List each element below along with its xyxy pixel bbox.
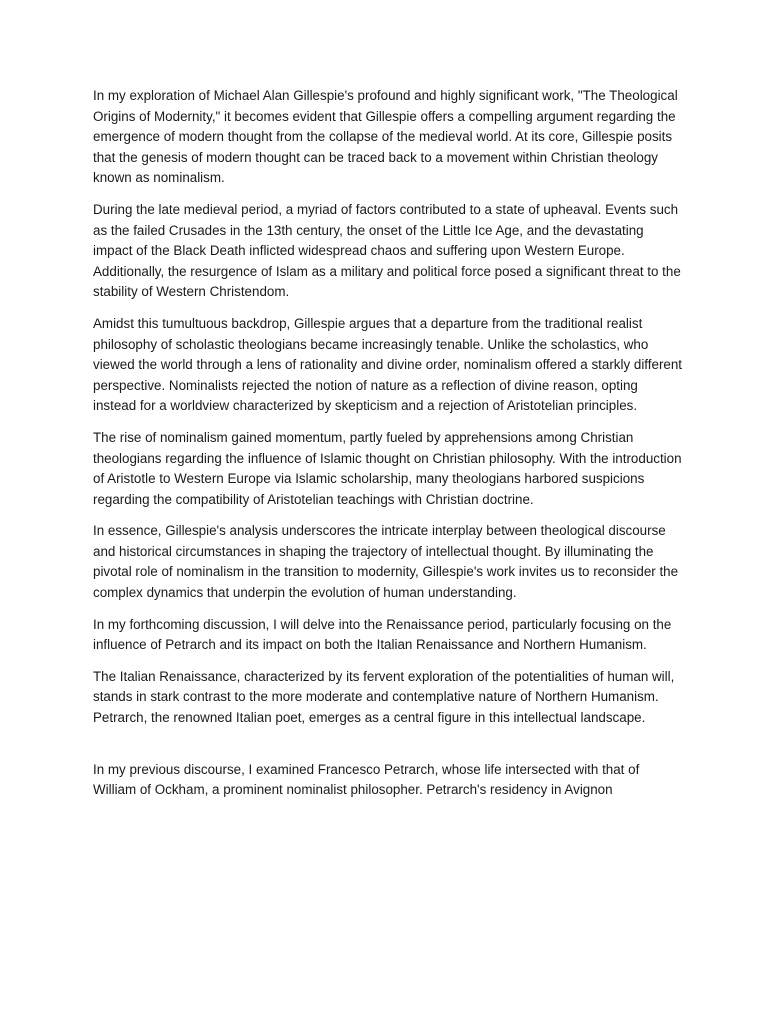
paragraph-nominalism-departure: Amidst this tumultuous backdrop, Gillespie argues that a departure from the traditional realist philosophy of scholastic theologians became increasingly tenable. Unlike the scholastics, who viewed the world through a lens of rationality and divine order, nominalism offered a starkly different perspective. Nominalists rejected the notion of nature as a reflection of divine reason, opting instead for a worldview characterized by skepticism and a rejection of Aristotelian principles. — [93, 315, 683, 414]
paragraph-late-medieval-upheaval: During the late medieval period, a myriad of factors contributed to a state of upheaval. Events such as the failed Crusades in the 13th century, the onset of the Little Ice Age, and the devastating impact of the Black Death inflicted widespread chaos and suffering upon Western Europe. Additionally, the resurgence of Islam as a military and political force posed a significant threat to the stability of Western Christendom. — [93, 201, 681, 300]
paragraph-forthcoming-discussion: In my forthcoming discussion, I will delve into the Renaissance period, particularly focusing on the influence of Petrarch and its impact on both the Italian Renaissance and Northern Humanism. — [93, 616, 672, 653]
paragraph-previous-discourse: In my previous discourse, I examined Francesco Petrarch, whose life intersected with that of William of Ockham, a prominent nominalist philosopher. Petrarch's residency in Avignon — [93, 761, 640, 798]
paragraph-rise-of-nominalism: The rise of nominalism gained momentum, partly fueled by apprehensions among Christian theologians regarding the influence of Islamic thought on Christian philosophy. With the introduction of Aristotle to Western Europe via Islamic scholarship, many theologians harbored suspicions regarding the compatibility of Aristotelian teachings with Christian doctrine. — [93, 429, 682, 507]
paragraph-gillespie-intro: In my exploration of Michael Alan Gillespie's profound and highly significant work, "The Theological Origins of Modernity," it becomes evident that Gillespie offers a compelling argument regarding the emergence of modern thought from the collapse of the medieval world. At its core, Gillespie posits that the genesis of modern thought can be traced back to a movement within Christian theology known as nominalism. — [93, 88, 678, 186]
document-page — [93, 86, 683, 812]
paragraph-essence-analysis: In essence, Gillespie's analysis underscores the intricate interplay between theological discourse and historical circumstances in shaping the trajectory of intellectual thought. By illuminating the pivotal role of nominalism in the transition to modernity, Gillespie's work invites us to reconsider the complex dynamics that underpin the evolution of human understanding. — [93, 523, 679, 601]
paragraph-italian-renaissance: The Italian Renaissance, characterized by its fervent exploration of the potentialities of human will, stands in stark contrast to the more moderate and contemplative nature of Northern Humanism. Petrarch, the renowned Italian poet, emerges as a central figure in this intellectual landscape. — [93, 668, 675, 726]
